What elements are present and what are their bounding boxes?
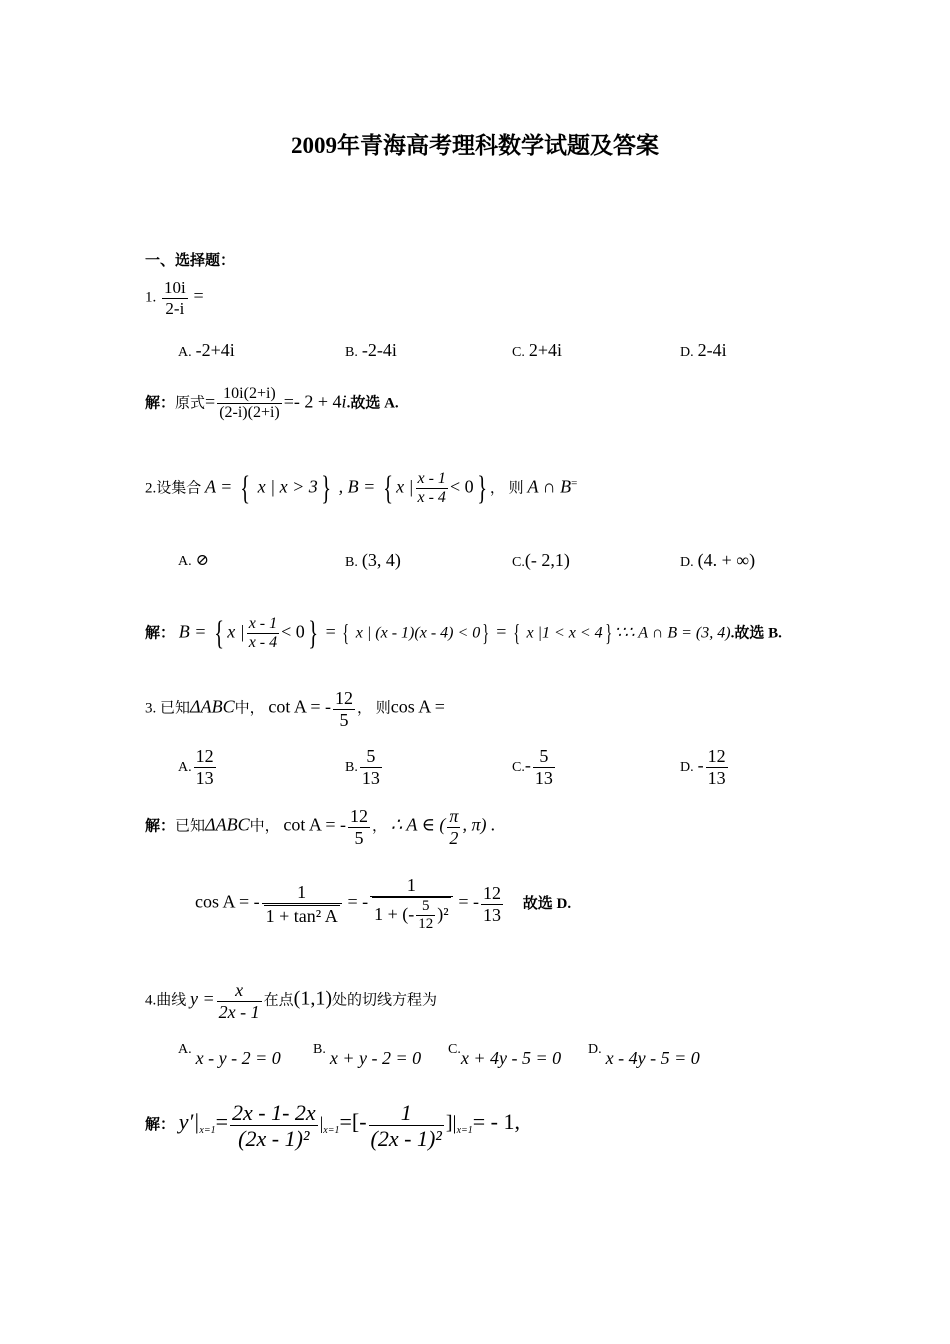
q3-cot: cot A = -	[268, 696, 331, 717]
q4-solution-fraction2	[369, 1100, 444, 1152]
q4-solution-den: (2x - 1)²	[238, 1126, 310, 1152]
q3-sol2-den2-a: 1 + (-	[374, 903, 415, 924]
q4-option-d-label: D.	[588, 1042, 602, 1057]
q3-triangle: ΔABC	[190, 696, 235, 717]
q3-option-c-sign: -	[524, 754, 531, 775]
q4-option-d	[588, 1042, 700, 1068]
q3-sol2-inner-den: 12	[418, 915, 434, 932]
q3-text1: 已知	[160, 700, 191, 717]
q4-option-b-label: B.	[313, 1042, 326, 1057]
q1-option-b	[345, 340, 397, 361]
q2-set-b-x: x |	[396, 476, 414, 497]
q3-fraction-den: 5	[339, 709, 349, 730]
q3-solution-text2: 中，	[249, 818, 280, 835]
q2-option-c-label: C.	[512, 555, 525, 570]
q4-option-a	[178, 1042, 281, 1068]
q3-option-b-num: 5	[360, 746, 382, 768]
q3-option-a-label: A.	[178, 759, 192, 775]
q2-option-d	[680, 550, 755, 571]
q4-text1: 曲线	[156, 992, 187, 1009]
q1-solution: 解：原式= $\frac{10i(2+i)}{(2-i)(2+i)}$ =- 2 + 4i.故选 A.	[145, 385, 399, 422]
q1-option-c-label: C.	[512, 345, 525, 360]
q3-solution-fraction	[348, 806, 370, 848]
q4-solution-bar: |	[319, 1113, 324, 1134]
q3-option-d-fraction	[706, 746, 728, 788]
q1-option-a-value: -2+4i	[195, 340, 235, 360]
q4-solution-y: y′|	[178, 1109, 200, 1135]
q3-sol2-num3: 12	[483, 882, 502, 903]
q2-solution-b: B =	[178, 621, 211, 642]
q1-solution-result: =- 2 + 4	[283, 391, 342, 412]
q4-solution-sub1: x=1	[199, 1125, 216, 1137]
q2-solution-x: x |	[227, 621, 245, 642]
q3-option-c-fraction	[533, 746, 555, 788]
q3-option-c-num: 5	[533, 746, 555, 768]
q3-option-d-num: 12	[707, 746, 726, 766]
q4-solution-sub3: x=1	[456, 1125, 473, 1137]
q3-option-d-den: 13	[707, 767, 726, 788]
q4-fraction-num: x	[217, 980, 262, 1002]
q4-solution-eq2: =[-	[339, 1109, 367, 1135]
q4-option-a-value: x - y - 2 = 0	[195, 1048, 281, 1068]
q2-intersect: A ∩ B	[527, 476, 572, 497]
q2-set-b-lhs: , B =	[334, 476, 380, 497]
q3-sol2-num2: 1	[370, 875, 453, 897]
q3-sol2-frac3	[481, 883, 503, 925]
q4-option-c-label: C.	[448, 1042, 461, 1057]
q3-sol2-inner-num: 5	[416, 898, 435, 916]
q4-solution-sub2: x=1	[323, 1125, 340, 1137]
q3-solution-line2	[195, 875, 571, 933]
q2-number: 2.	[145, 480, 157, 497]
q1-solution-fraction	[217, 385, 282, 423]
q2-option-b	[345, 550, 401, 571]
q2-set-b-lt: < 0	[449, 476, 474, 497]
q3-option-d	[680, 746, 730, 788]
q3-option-a-num: 12	[195, 746, 214, 766]
q2-set-b-den: x - 4	[417, 489, 446, 507]
q3-option-a-den: 13	[195, 767, 214, 788]
q4-option-c-value: x + 4y - 5 = 0	[460, 1048, 562, 1068]
page-title: 2009年青海高考理科数学试题及答案	[291, 133, 659, 158]
q3-solution-triangle: ΔABC	[205, 814, 250, 835]
q3-option-a	[178, 746, 218, 788]
q1-solution-den: (2-i)(2+i)	[219, 404, 280, 422]
q3-solution-text1: 已知	[175, 818, 206, 835]
q4-point: (1,1)	[293, 987, 332, 1010]
q1-fraction-num: 10i	[164, 278, 186, 297]
q4-solution-num2: 1	[369, 1100, 444, 1126]
q1-solution-i: i	[341, 391, 347, 412]
q3-option-b-den: 13	[361, 767, 380, 788]
q4-solution-result: = - 1,	[472, 1109, 520, 1135]
q2-solution-eq2: =	[321, 621, 341, 642]
q3-solution-range: ∴ A ∈ (	[390, 814, 446, 835]
q1-solution-num: 10i(2+i)	[217, 385, 282, 404]
q1-option-d	[680, 340, 727, 361]
q4-number: 4.	[145, 992, 157, 1009]
q3-sol2-cos: cos A = -	[195, 891, 260, 912]
q2-option-d-value: (4. + ∞)	[697, 550, 756, 570]
q2-set-b-fraction	[416, 470, 448, 508]
q3-number: 3.	[145, 700, 157, 717]
q3-text3: ， 则	[357, 700, 391, 717]
q3-option-b-label: B.	[345, 759, 358, 775]
q1-solution-prefix: 原式	[175, 395, 206, 412]
q4-option-d-value: x - 4y - 5 = 0	[605, 1048, 700, 1068]
q1-option-a-label: A.	[178, 345, 192, 360]
q2-solution-num: x - 1	[247, 615, 279, 634]
q1-option-b-value: -2-4i	[361, 340, 397, 360]
q1-solution-end: .故选 A.	[346, 395, 399, 412]
q3-cos: cos A =	[390, 696, 445, 717]
question-3	[145, 688, 445, 730]
q3-option-a-fraction	[194, 746, 216, 788]
q1-option-b-label: B.	[345, 345, 358, 360]
q1-solution-label: 解：	[145, 395, 176, 412]
q3-solution-cot: cot A = -	[283, 814, 347, 835]
q4-solution-den2: (2x - 1)²	[370, 1126, 442, 1152]
q2-option-c-value: (- 2,1)	[524, 550, 570, 570]
q3-option-c-den: 13	[534, 767, 553, 788]
q3-option-c	[512, 746, 557, 788]
q2-option-a	[178, 550, 209, 570]
q4-solution-label: 解：	[145, 1117, 176, 1134]
q2-option-b-label: B.	[345, 555, 358, 570]
q1-fraction	[162, 278, 188, 318]
q1-option-c-value: 2+4i	[528, 340, 562, 360]
section-heading-choice: 一、选择题：	[145, 253, 236, 269]
q3-solution-line1	[145, 806, 495, 848]
q3-solution-text3: ，	[372, 818, 388, 835]
q1-option-d-label: D.	[680, 345, 694, 360]
question-1	[145, 278, 204, 318]
q2-solution-conclusion: ∵∴ A ∩ B = (3, 4)	[614, 624, 731, 642]
q3-sol2-eq: = -	[347, 891, 369, 912]
q2-set-b-num: x - 1	[416, 470, 448, 489]
question-4	[145, 980, 437, 1022]
q2-option-d-label: D.	[680, 555, 694, 570]
q3-option-d-label: D.	[680, 759, 694, 775]
q1-equals: =	[193, 285, 204, 306]
q2-option-a-label: A.	[178, 554, 192, 569]
q3-sol2-inner-frac	[416, 898, 435, 934]
q2-text: 设集合	[156, 480, 202, 497]
q3-solution-pi-num: π	[449, 806, 459, 826]
q2-option-c	[512, 550, 570, 571]
q4-option-b-value: x + y - 2 = 0	[329, 1048, 422, 1068]
q2-solution-label: 解：	[145, 625, 176, 642]
q4-solution	[145, 1100, 520, 1152]
q4-solution-num: 2x - 1- 2x	[232, 1100, 316, 1125]
q3-sol2-frac2	[370, 875, 453, 933]
q2-solution-end: .故选 B.	[730, 625, 782, 642]
q1-option-a	[178, 340, 235, 361]
q2-solution-set2: x | (x - 1)(x - 4) < 0	[351, 624, 481, 642]
q3-sol2-den2-b: )²	[437, 903, 449, 924]
q4-option-a-label: A.	[178, 1042, 192, 1057]
q4-y: y =	[190, 988, 215, 1009]
q2-option-a-value: ⊘	[195, 552, 210, 569]
q4-fraction-den: 2x - 1	[218, 1001, 260, 1022]
q4-option-b	[313, 1042, 422, 1068]
q3-text2: 中，	[234, 700, 265, 717]
q2-solution-den: x - 4	[248, 634, 278, 652]
q3-solution-label: 解：	[145, 818, 176, 835]
q4-solution-eq: =	[215, 1109, 228, 1135]
q2-set-a-lhs: A =	[205, 476, 237, 497]
q2-solution-eq3: =	[491, 621, 511, 642]
q3-sol2-den1: 1 + tan² A	[265, 905, 338, 926]
q3-sol2-end: 故选 D.	[522, 895, 572, 912]
q2-solution-lt: < 0	[281, 621, 305, 642]
q2-then: ， 则	[489, 480, 524, 497]
q3-option-b-fraction	[360, 746, 382, 788]
q3-fraction-num: 12	[335, 688, 353, 708]
q4-text2: 在点	[263, 992, 294, 1009]
q4-option-c	[448, 1042, 562, 1068]
q2-solution: 解： B = { x | $\frac{x - 1}{x - 4}$ < 0} = { x | (x - 1)(x - 4) < 0} = { x |1 < x < 4} ∵∴ A ∩ B = (3, 4).故选 B.	[145, 614, 782, 652]
q3-sol2-eq2: = -	[458, 891, 480, 912]
q2-option-b-value: (3, 4)	[361, 550, 401, 570]
q1-number: 1.	[145, 289, 157, 306]
q4-solution-close: ]|	[445, 1112, 457, 1135]
question-2: 2.设集合 A = { x | x > 3} , B = { x | $\frac{x - 1}{x - 4}$ < 0} ， 则 A ∩ B=	[145, 469, 578, 507]
q2-solution-set3: x |1 < x < 4	[522, 624, 603, 642]
q3-sol2-den3: 13	[483, 904, 502, 925]
q2-solution-fraction	[247, 615, 279, 653]
q3-option-d-sign: -	[697, 754, 704, 775]
q3-solution-pi-den: 2	[449, 827, 459, 848]
q3-solution-pi-fraction	[447, 806, 460, 848]
q4-fraction	[217, 980, 262, 1022]
q3-option-c-label: C.	[512, 759, 525, 775]
q3-fraction	[333, 688, 355, 730]
q1-option-c	[512, 340, 562, 361]
q3-sol2-num1: 1	[262, 882, 342, 904]
q3-solution-den: 5	[354, 827, 364, 848]
q3-option-b	[345, 746, 384, 788]
q2-set-a: x | x > 3	[253, 476, 318, 497]
q4-solution-fraction	[230, 1100, 318, 1152]
q2-equals: =	[571, 477, 578, 490]
q3-sol2-frac1	[262, 882, 342, 926]
q1-option-d-value: 2-4i	[697, 340, 727, 360]
q3-solution-num: 12	[350, 806, 369, 826]
q4-text3: 处的切线方程为	[331, 992, 437, 1009]
q3-solution-range-end: , π) .	[462, 814, 496, 835]
q1-fraction-den: 2-i	[165, 298, 185, 318]
